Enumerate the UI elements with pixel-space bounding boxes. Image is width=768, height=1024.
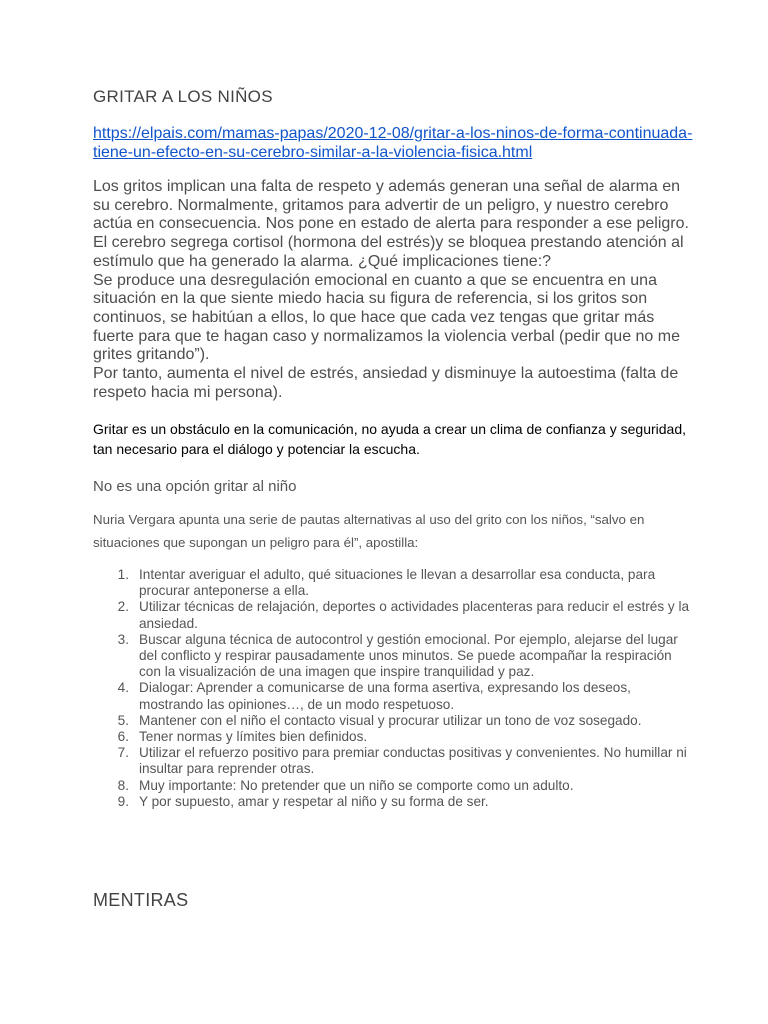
list-number: 6. bbox=[117, 729, 129, 745]
list-number: 2. bbox=[117, 599, 129, 615]
list-item-text: Mantener con el niño el contacto visual y procurar utilizar un tono de voz sosegado. bbox=[139, 712, 642, 728]
list-number: 8. bbox=[117, 777, 129, 793]
list-number: 3. bbox=[117, 631, 129, 647]
section-heading: No es una opción gritar al niño bbox=[93, 478, 297, 495]
list-item-text: Y por supuesto, amar y respetar al niño y su forma de ser. bbox=[139, 793, 489, 809]
list-number: 7. bbox=[117, 745, 129, 761]
list-item bbox=[93, 745, 693, 777]
list-number: 1. bbox=[117, 567, 129, 582]
list-number: 9. bbox=[117, 793, 129, 809]
list-item bbox=[93, 794, 693, 810]
source-link[interactable]: https://elpais.com/mamas-papas/2020-12-08/gritar-a-los-ninos-de-forma-continuada-tiene-un-efecto-en-su-cerebro-similar-a-la-violencia-fisica.html bbox=[93, 125, 693, 161]
mentiras-heading: MENTIRAS bbox=[93, 890, 189, 910]
list-item-text: Utilizar el refuerzo positivo para premiar conductas positivas y convenientes. No humillar ni insultar para reprender otras. bbox=[139, 745, 687, 777]
list-item-text: Muy importante: No pretender que un niño se comporte como un adulto. bbox=[139, 777, 574, 793]
list-item-text: Intentar averiguar el adulto, qué situaciones le llevan a desarrollar esa conducta, para procurar anteponerse a ella. bbox=[139, 567, 656, 599]
list-item bbox=[93, 713, 693, 729]
list-item bbox=[93, 778, 693, 794]
paragraph-obstaculo: Gritar es un obstáculo en la comunicación, no ayuda a crear un clima de confianza y seguridad, tan necesario para el diálogo y potenciar la escucha. bbox=[93, 421, 687, 457]
paragraph-desregulacion: Se produce una desregulación emocional en cuanto a que se encuentra en una situación en la que siente miedo hacia su figura de referencia, si los gritos son continuos, se habitúan a ellos, lo que hace que cada vez tengas que gritar más fuerte para que te hagan caso y normalizamos la violencia verbal (pedir que no me grites gritando”). bbox=[93, 271, 680, 364]
list-number: 4. bbox=[117, 680, 129, 696]
list-item-text: Utilizar técnicas de relajación, deportes o actividades placenteras para reducir el estrés y la ansiedad. bbox=[139, 599, 690, 631]
list-number: 5. bbox=[117, 712, 129, 728]
paragraph-por-tanto: Por tanto, aumenta el nivel de estrés, ansiedad y disminuye la autoestima (falta de respeto hacia mi persona). bbox=[93, 365, 679, 401]
pautas-list bbox=[93, 567, 693, 810]
list-item bbox=[93, 632, 693, 681]
list-item bbox=[93, 680, 693, 712]
page-title: GRITAR A LOS NIÑOS bbox=[93, 87, 273, 106]
list-item bbox=[93, 567, 693, 599]
paragraph-gritos: Los gritos implican una falta de respeto y además generan una señal de alarma en su cerebro. Normalmente, gritamos para advertir de un peligro, y nuestro cerebro actúa en consecuencia. Nos pone en estado de alerta para responder a ese peligro. El cerebro segrega cortisol (hormona del estrés)y se bloquea prestando atención al estímulo que ha generado la alarma. ¿Qué implicaciones tiene:? bbox=[93, 178, 689, 270]
list-item-text: Tener normas y límites bien definidos. bbox=[139, 729, 368, 745]
intro-paragraph: Nuria Vergara apunta una serie de pautas alternativas al uso del grito con los niños, “salvo en situaciones que supongan un peligro para él”, apostilla: bbox=[93, 512, 645, 550]
body-paragraphs bbox=[93, 178, 693, 402]
list-item-text: Buscar alguna técnica de autocontrol y gestión emocional. Por ejemplo, alejarse del lugar del conflicto y respirar pausadamente unos minutos. Se puede acompañar la respiración con la visualización de una imagen que inspire tranquilidad y paz. bbox=[139, 631, 678, 680]
list-item-text: Dialogar: Aprender a comunicarse de una forma asertiva, expresando los deseos, mostrando las opiniones…, de un modo respetuoso. bbox=[139, 680, 631, 712]
list-item bbox=[93, 599, 693, 631]
list-item bbox=[93, 729, 693, 745]
